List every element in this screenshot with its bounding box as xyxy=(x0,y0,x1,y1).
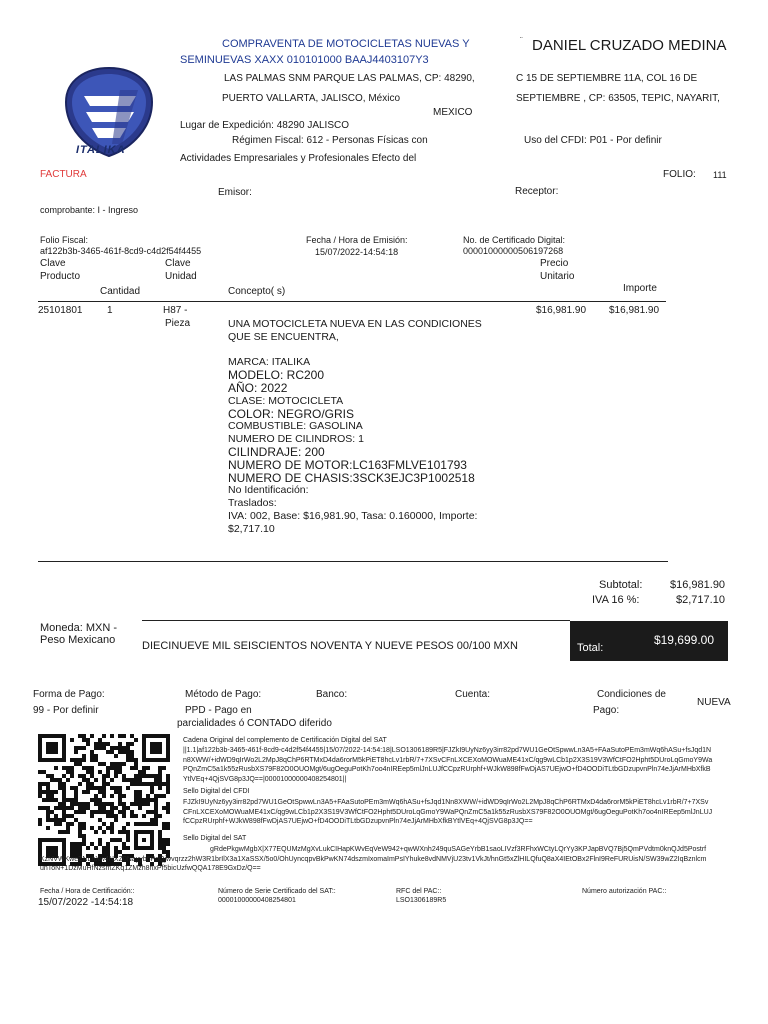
pac-auth-label: Número autorización PAC:: xyxy=(582,888,667,895)
row-clave-producto: 25101801 xyxy=(38,305,83,316)
receiver-address-1: C 15 DE SEPTIEMBRE 11A, COL 16 DE xyxy=(516,73,698,84)
currency-line-1: Moneda: MXN - xyxy=(40,622,118,634)
fiscal-regime-cont: Actividades Empresariales y Profesionales Efecto del xyxy=(180,153,417,164)
concept-line: No Identificación: xyxy=(228,484,309,497)
account-label: Cuenta: xyxy=(455,689,491,700)
total-label: Total: xyxy=(577,642,604,654)
col-importe: Importe xyxy=(623,283,657,294)
row-importe: $16,981.90 xyxy=(609,305,660,316)
issuer-address-2: PUERTO VALLARTA, JALISCO, México xyxy=(222,93,401,104)
rfc-pac-value: LSO1306189R5 xyxy=(396,897,447,904)
col-clave-unidad-2: Unidad xyxy=(165,271,197,282)
iva-label: IVA 16 %: xyxy=(592,594,640,606)
folio-label: FOLIO: xyxy=(663,169,696,180)
sat-chain-label: Cadena Original del complemento de Certificación Digital del SAT xyxy=(183,737,387,744)
folio-fiscal-value: af122b3b-3465-461f-8cd9-c4d2f54f4455 xyxy=(40,246,202,256)
concept-line: COLOR: NEGRO/GRIS xyxy=(228,406,355,421)
doc-title-line-2: SEMINUEVAS XAXX 010101000 BAAJ4403107Y3 xyxy=(180,54,429,66)
row-clave-unidad-2: Pieza xyxy=(165,318,191,329)
folio-fiscal-label: Folio Fiscal: xyxy=(40,235,89,245)
col-precio-1: Precio xyxy=(540,258,569,269)
col-clave-unidad-1: Clave xyxy=(165,258,191,269)
sat-cert-serial-label: Número de Serie Certificado del SAT:: xyxy=(218,888,336,895)
concept-line: $2,717.10 xyxy=(228,522,275,535)
comprobante-type: comprobante: I - Ingreso xyxy=(40,205,139,215)
concept-line: NUMERO DE CHASIS:3SCK3EJC3P1002518 xyxy=(228,470,475,485)
issue-date-value: 15/07/2022-14:54:18 xyxy=(315,247,399,257)
folio-value: 111 xyxy=(713,170,727,180)
cert-date-label: Fecha / Hora de Certificación:: xyxy=(40,888,135,895)
amount-words-divider xyxy=(142,620,570,621)
table-bottom-divider xyxy=(38,561,668,562)
cert-number-label: No. de Certificado Digital: xyxy=(463,235,566,245)
receiver-address-2: SEPTIEMBRE , CP: 63505, TEPIC, NAYARIT, xyxy=(516,93,720,104)
sat-chain-text: ||1.1|af122b3b-3465-461f-8cd9-c4d2f54f4455|15/07/2022-14:54:18|LSO1306189R5|FJZkI9UyNz6yy3irr82pd7WU1GeOtSpwwLn3A5+FAaSutoPEm3mWq6hASu+fsJqd1Nn8XWW/+idWD9qIrWo2L2MpJ8qChP6RTMxD4da6rorM5kPiET8hcLv1rbR/7+7XSvCFnLXCEXoMOWuaME41xC/qg9wLCb1p2X3S19V3WfCtFO2Hpht5DUroLqGmoY9WaPQnZmC5a1k55zRusbXS79F82O0OUOMgt/6ugOeguPotKh7oo4nIREep5mlJnLUJfCCpzRUrphf+WJkW898fFwDjAS7UEjwO+fD4OODiTLtbGDzupvnPln74eJjArMHbXfkBYtlVEq+4QjSVG8p3JQ==|00001000000408254801|| xyxy=(183,747,713,783)
sat-cert-serial-value: 00001000000408254801 xyxy=(218,897,296,904)
total-value: $19,699.00 xyxy=(653,633,714,647)
total-box xyxy=(570,621,728,661)
bank-label: Banco: xyxy=(316,689,348,700)
col-cantidad: Cantidad xyxy=(100,286,141,297)
concept-line xyxy=(228,344,498,357)
concept-line: CILINDRAJE: 200 xyxy=(228,444,325,459)
payment-conditions-label-1: Condiciones de xyxy=(597,689,666,700)
cfdi-seal-label: Sello Digital del CFDI xyxy=(183,788,250,795)
payment-conditions-label-2: Pago: xyxy=(593,705,620,716)
cfdi-seal-text: FJZkI9UyNz6yy3irr82pd7WU1GeOtSpwwLn3A5+FAaSutoPEm3mWq6hASu+fsJqd1Nn8XWW/+idWD9qIrWo2L2MpJ8qChP6RTMxD4da6rorM5kPiET8hcLv1rbR/7+7XSvCFnLXCEXoMOWuaME41xC/qg9wLCb1p2X3S19V3WfCtFO2Hpht5DUroLqGmoY9WaPQnZmC5a1k55zRusbXS79F82O0OUOMgt/6ugOeguPotKh7oo4nIREep5mlJnLUJfCCpzRUrphf+WJkW898fFwDjAS7UEjwO+fD4OODiTLtbGDzupvnPln74eJjArMHbXfkBYtlVEq+4QjSVG8p3JQ== xyxy=(183,799,713,826)
col-concepto: Concepto( s) xyxy=(228,286,286,297)
currency-line-2: Peso Mexicano xyxy=(40,634,116,646)
row-clave-unidad-1: H87 - xyxy=(163,305,188,316)
iva-value: $2,717.10 xyxy=(676,594,725,606)
concept-line: Traslados: xyxy=(228,497,277,510)
cert-date-value: 15/07/2022 -14:54:18 xyxy=(38,897,134,908)
concept-line: AÑO: 2022 xyxy=(228,380,288,395)
payment-method-value-2: parcialidades ó CONTADO diferido xyxy=(177,718,332,729)
concept-line: MARCA: ITALIKA xyxy=(228,356,311,369)
fiscal-regime: Régimen Fiscal: 612 - Personas Físicas con xyxy=(232,135,428,146)
doc-title-line-1: COMPRAVENTA DE MOTOCICLETAS NUEVAS Y xyxy=(222,38,470,50)
concept-line: NUMERO DE MOTOR:LC163FMLVE101793 xyxy=(228,457,467,472)
concept-line: COMBUSTIBLE: GASOLINA xyxy=(228,420,363,433)
concept-line: NUMERO DE CILINDROS: 1 xyxy=(228,433,364,446)
subtotal-value: $16,981.90 xyxy=(670,579,726,591)
cert-number-value: 00001000000506197268 xyxy=(463,246,564,256)
subtotal-label: Subtotal: xyxy=(599,579,643,591)
concept-line: MODELO: RC200 xyxy=(228,368,325,383)
table-header-divider xyxy=(38,301,666,302)
place-of-issue: Lugar de Expedición: 48290 JALISCO xyxy=(180,120,349,131)
concept-line: CLASE: MOTOCICLETA xyxy=(228,394,344,407)
payment-conditions-value: NUEVA xyxy=(697,697,731,708)
doc-type-label: FACTURA xyxy=(40,169,87,180)
amount-in-words: DIECINUEVE MIL SEISCIENTOS NOVENTA Y NUEVE PESOS 00/100 MXN xyxy=(142,640,518,652)
sat-seal-text: gRdePkgwMgbX|X77EQUMzMgXvLukCIHapKWvEqVeW942+qwWXnh249quSAGeYrbB1saoLIVzf3RFhxWCtyLQrYy3KPJapBVQ7Bj5QmPVdtm0knQJd5PostrfKzNVWKweZNLhXw4NXZ0Nayyb6PoQjwvqrzz2hW3R1brIlX3a1XaSSX/5o0/OhUyncqpvBkPwKN74dszmIxomaImPsIYhuke8vdNMVjU23tv1VkJt/hnGt5xZlHILQfuQ8aX4IEtOBx2FlnI9ReFURUisN/SW39wZ2IqBznlcmunToN+1DzMuHfNzsmZKq1ZMzh8nxPf5bicUzfwQQA178E9GxDz/Q== xyxy=(40,846,707,873)
col-clave-producto-1: Clave xyxy=(40,258,66,269)
rfc-pac-label: RFC del PAC:: xyxy=(396,888,442,895)
sat-seal-label: Sello Digital del SAT xyxy=(183,835,247,842)
emisor-label: Emisor: xyxy=(218,187,252,198)
concept-description xyxy=(228,318,498,536)
logo-wordmark: ITALIKA xyxy=(76,144,126,156)
payment-form-label: Forma de Pago: xyxy=(33,689,105,700)
issuer-country: MEXICO xyxy=(433,107,473,118)
row-cantidad: 1 xyxy=(107,305,113,316)
receptor-label: Receptor: xyxy=(515,186,559,197)
concept-line: UNA MOTOCICLETA NUEVA EN LAS CONDICIONES xyxy=(228,318,482,330)
receiver-marks: ¨ xyxy=(520,36,523,45)
cfdi-use: Uso del CFDI: P01 - Por definir xyxy=(524,135,662,146)
concept-line: IVA: 002, Base: $16,981.90, Tasa: 0.160000, Importe: xyxy=(228,509,478,522)
payment-method-label: Método de Pago: xyxy=(185,689,262,700)
receiver-name: DANIEL CRUZADO MEDINA xyxy=(532,37,727,54)
col-precio-2: Unitario xyxy=(540,271,575,282)
row-precio: $16,981.90 xyxy=(536,305,587,316)
col-clave-producto-2: Producto xyxy=(40,271,81,282)
payment-method-value-1: PPD - Pago en xyxy=(185,705,252,716)
payment-form-value: 99 - Por definir xyxy=(33,705,99,716)
issuer-address-1: LAS PALMAS SNM PARQUE LAS PALMAS, CP: 48290, xyxy=(224,73,475,84)
issue-date-label: Fecha / Hora de Emisión: xyxy=(306,235,408,245)
concept-line: QUE SE ENCUENTRA, xyxy=(228,330,339,343)
